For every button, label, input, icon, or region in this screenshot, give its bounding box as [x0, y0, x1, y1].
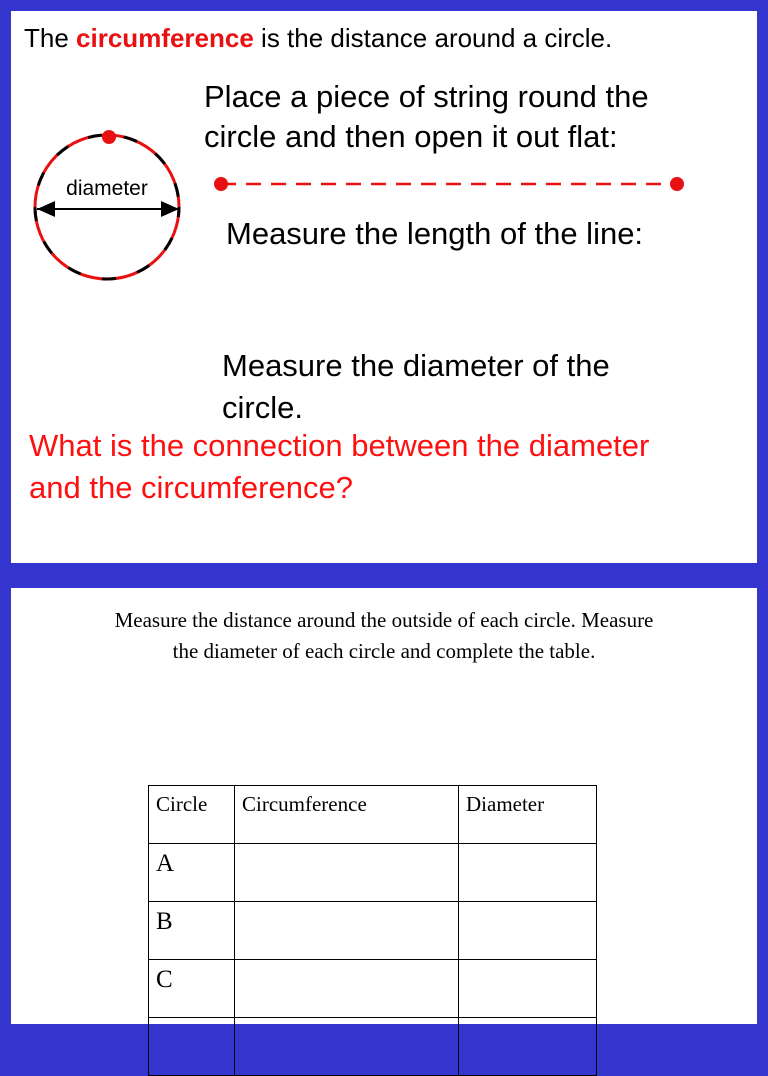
- row-diameter-cell[interactable]: [459, 844, 597, 902]
- instructions-line-2: the diameter of each circle and complete the table.: [172, 639, 596, 663]
- measurement-table: [148, 785, 597, 1076]
- row-circle-label: B: [149, 902, 235, 960]
- diameter-label: diameter: [66, 177, 148, 200]
- row-diameter-cell[interactable]: [459, 960, 597, 1018]
- string-start-dot: [214, 177, 228, 191]
- intro-suffix: is the distance around a circle.: [261, 23, 613, 53]
- measure-diameter-line-2: circle.: [222, 390, 303, 425]
- slide-measurement-table: [11, 588, 757, 1024]
- place-instruction: [204, 77, 649, 157]
- table-row: [149, 1018, 597, 1076]
- table-instructions: [11, 605, 757, 667]
- row-diameter-cell[interactable]: [459, 1018, 597, 1076]
- circle-diagram: [29, 129, 189, 289]
- row-circumference-cell[interactable]: [235, 960, 459, 1018]
- start-point-dot: [102, 130, 116, 144]
- table-row: [149, 902, 597, 960]
- row-diameter-cell[interactable]: [459, 902, 597, 960]
- row-circle-label: [149, 1018, 235, 1076]
- row-circumference-cell[interactable]: [235, 1018, 459, 1076]
- row-circle-label: C: [149, 960, 235, 1018]
- place-line-1: Place a piece of string round the: [204, 79, 649, 114]
- intro-prefix: The: [24, 23, 69, 53]
- string-end-dot: [670, 177, 684, 191]
- connection-question: [29, 425, 649, 509]
- table-header-row: [149, 786, 597, 844]
- row-circle-label: A: [149, 844, 235, 902]
- string-line-diagram: [211, 171, 691, 197]
- row-circumference-cell[interactable]: [235, 844, 459, 902]
- question-line-1: What is the connection between the diameter: [29, 428, 650, 463]
- question-line-2: and the circumference?: [29, 470, 353, 505]
- intro-text: [24, 23, 612, 54]
- measure-line-text: Measure the length of the line:: [226, 216, 644, 251]
- measure-diameter-text: [222, 345, 610, 429]
- place-line-2: circle and then open it out flat:: [204, 119, 618, 154]
- table-row: [149, 960, 597, 1018]
- slide-circumference-intro: [11, 11, 757, 563]
- row-circumference-cell[interactable]: [235, 902, 459, 960]
- measure-diameter-line-1: Measure the diameter of the: [222, 348, 610, 383]
- header-diameter: Diameter: [459, 786, 597, 844]
- intro-keyword: circumference: [76, 23, 254, 53]
- table-row: [149, 844, 597, 902]
- header-circle: Circle: [149, 786, 235, 844]
- header-circumference: Circumference: [235, 786, 459, 844]
- instructions-line-1: Measure the distance around the outside of each circle. Measure: [114, 608, 654, 632]
